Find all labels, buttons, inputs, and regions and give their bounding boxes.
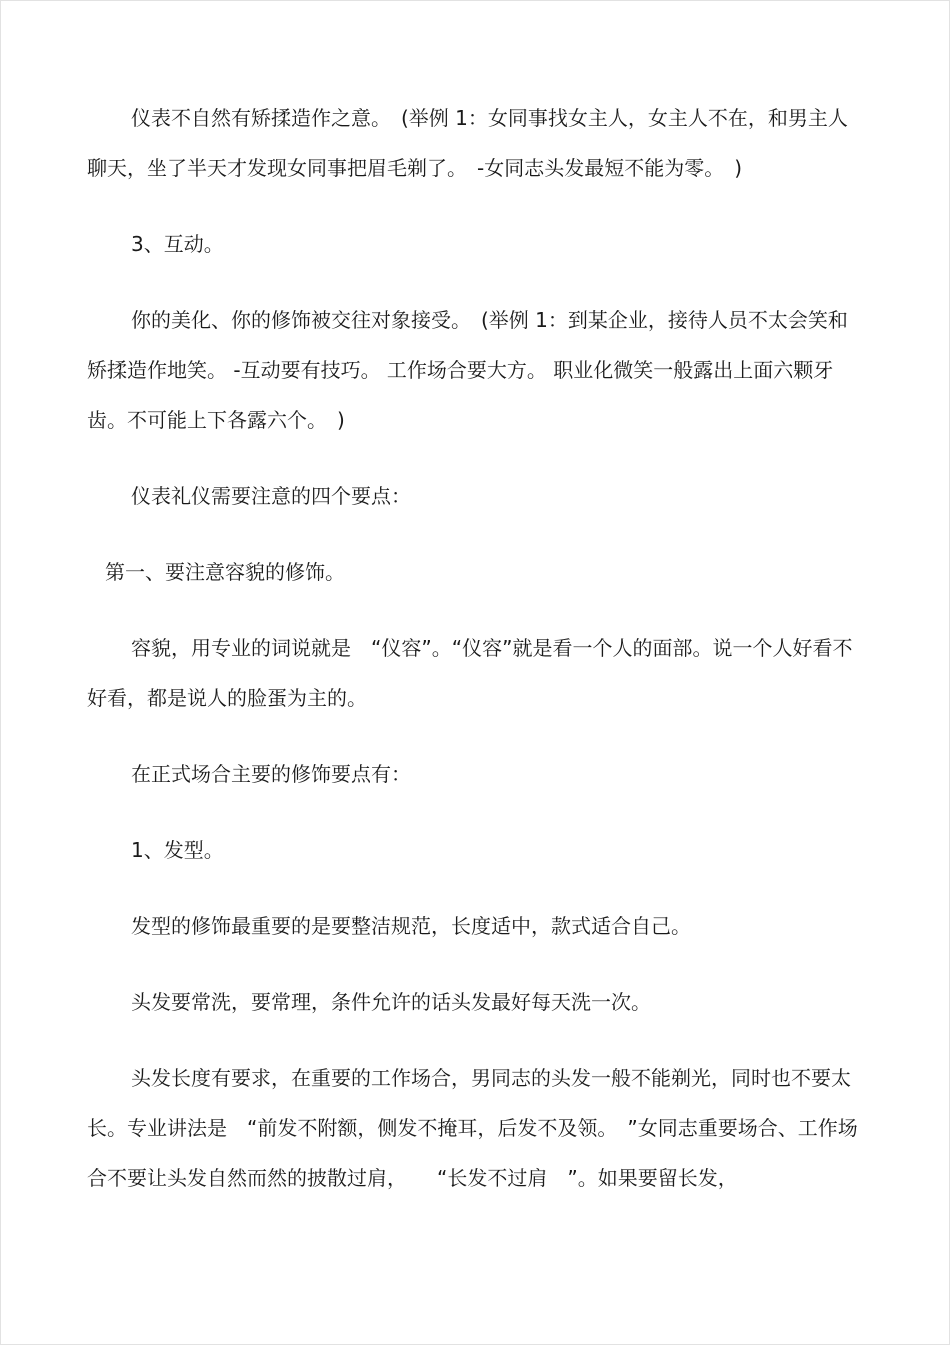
paragraph-appearance-natural: 仪表不自然有矫揉造作之意。 (举例 1：女同事找女主人，女主人不在，和男主人聊天，坐了半天才发现女同事把眉毛剃了。 -女同志头发最短不能为零。 ) — [87, 106, 848, 180]
paragraph-hairstyle-rules: 发型的修饰最重要的是要整洁规范，长度适中，款式适合自己。 — [131, 914, 691, 938]
document-body — [87, 93, 863, 1203]
paragraph-interaction-example: 你的美化、你的修饰被交往对象接受。 (举例 1：到某企业，接待人员不太会笑和矫揉造作地笑。 -互动要有技巧。 工作场合要大方。 职业化微笑一般露出上面六颗牙齿。不可能上下各露六个。 ) — [87, 308, 848, 432]
paragraph-hair-washing: 头发要常洗，要常理，条件允许的话头发最好每天洗一次。 — [131, 990, 651, 1014]
paragraph-formal-occasions: 在正式场合主要的修饰要点有： — [131, 762, 411, 786]
paragraph-first-point: 第一、要注意容貌的修饰。 — [105, 560, 345, 584]
paragraph-appearance-definition: 容貌，用专业的词说就是 “仪容”。“仪容”就是看一个人的面部。说一个人好看不好看，都是说人的脸蛋为主的。 — [87, 636, 853, 710]
paragraph-four-points: 仪表礼仪需要注意的四个要点： — [131, 484, 411, 508]
paragraph-heading-interaction: 3、互动。 — [131, 232, 224, 256]
paragraph-heading-hairstyle: 1、发型。 — [131, 838, 224, 862]
paragraph-hair-length: 头发长度有要求，在重要的工作场合，男同志的头发一般不能剃光，同时也不要太长。专业讲法是 “前发不附额，侧发不掩耳，后发不及领。 ”女同志重要场合、工作场合不要让头发自然而然的披散过肩， “长发不过肩 ”。如果要留长发， — [87, 1066, 858, 1190]
